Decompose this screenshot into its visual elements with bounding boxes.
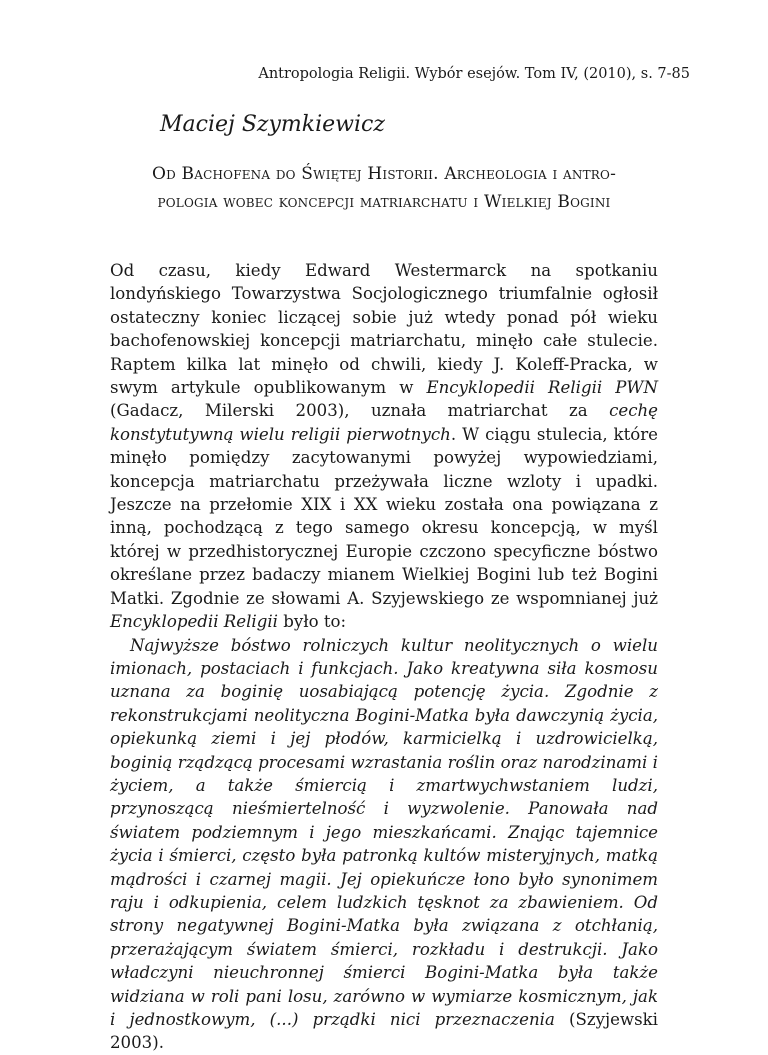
block-quote (110, 634, 658, 1055)
article-title (110, 160, 658, 216)
text-run: było to: (277, 612, 347, 632)
article-body (110, 259, 658, 1055)
emphasis-phrase: cechę konstytutywną wielu religii pierwotnych (110, 401, 658, 444)
body-paragraph (110, 259, 658, 634)
quote-citation: (Szyjewski 2003). (110, 1010, 658, 1053)
title-line-1: Od Bachofena do Świętej Historii. Archeologia i antro- (151, 164, 617, 184)
text-run: Od czasu, kiedy Edward Westermarck na spotkaniu londyńskiego Towarzystwa Socjologicznego triumfalnie ogłosił ostateczny koniec liczącej sobie już wtedy ponad pół wieku bachofenowskiej koncepcji matriarchatu, minęło całe stulecie. Raptem kilka lat minęło od chwili, kiedy J. Koleff-Pracka, w swym artykule opublikowanym w (110, 261, 658, 398)
text-run: (Gadacz, Milerski 2003), uznała matriarchat za (110, 401, 610, 421)
author-name: Maciej Szymkiewicz (160, 112, 385, 137)
quote-text: Najwyższe bóstwo rolniczych kultur neolitycznych o wielu imionach, postaciach i funkcjach. Jako kreatywna siła kosmosu uznana za boginię uosabiającą potencję życia. Zgodnie z rekonstrukcjami neolityczna Bogini-Matka była dawczynią życia, opiekunką ziemi i jej płodów, karmicielką i uzdrowicielką, boginią rządzącą procesami wzrastania roślin oraz narodzinami i życiem, a także śmiercią i zmartwychwstaniem ludzi, przynoszącą nieśmiertelność i wyzwolenie. Panowała nad światem podziemnym i jego mieszkańcami. Znając tajemnice życia i śmierci, często była patronką kultów misteryjnych, matką mądrości i czarnej magii. Jej opiekuńcze łono było synonimem raju i odkupienia, celem ludzkich tęsknot za zbawieniem. Od strony negatywnej Bogini-Matka była związana z otchłanią, przerażającym światem śmierci, rozkładu i destrukcji. Jako władczyni nieuchronnej śmierci Bogini-Matka była także widziana w roli pani losu, zarówno w wymiarze kosmicznym, jak i jednostkowym, (...) prządki nici przeznaczenia (110, 635, 658, 1029)
citation-title: Encyklopedii Religii (110, 612, 278, 632)
text-run: . W ciągu stulecia, które minęło pomiędzy zacytowanymi powyżej wypowiedziami, koncepcja matriarchatu przeżywała liczne wzloty i upadki. Jeszcze na przełomie XIX i XX wieku została ona powiązana z inną, pochodzącą z tego samego okresu koncepcją, w myśl której w przedhistorycznej Europie czczono specyficzne bóstwo określane przez badaczy mianem Wielkiej Bogini lub też Bogini Matki. Zgodnie ze słowami A. Szyjewskiego ze wspomnianej już (110, 424, 659, 608)
citation-title: Encyklopedii Religii PWN (426, 378, 658, 398)
running-header: Antropologia Religii. Wybór esejów. Tom IV, (2010), s. 7-85 (258, 66, 690, 82)
title-line-2: pologia wobec koncepcji matriarchatu i Wielkiej Bogini (157, 192, 611, 212)
